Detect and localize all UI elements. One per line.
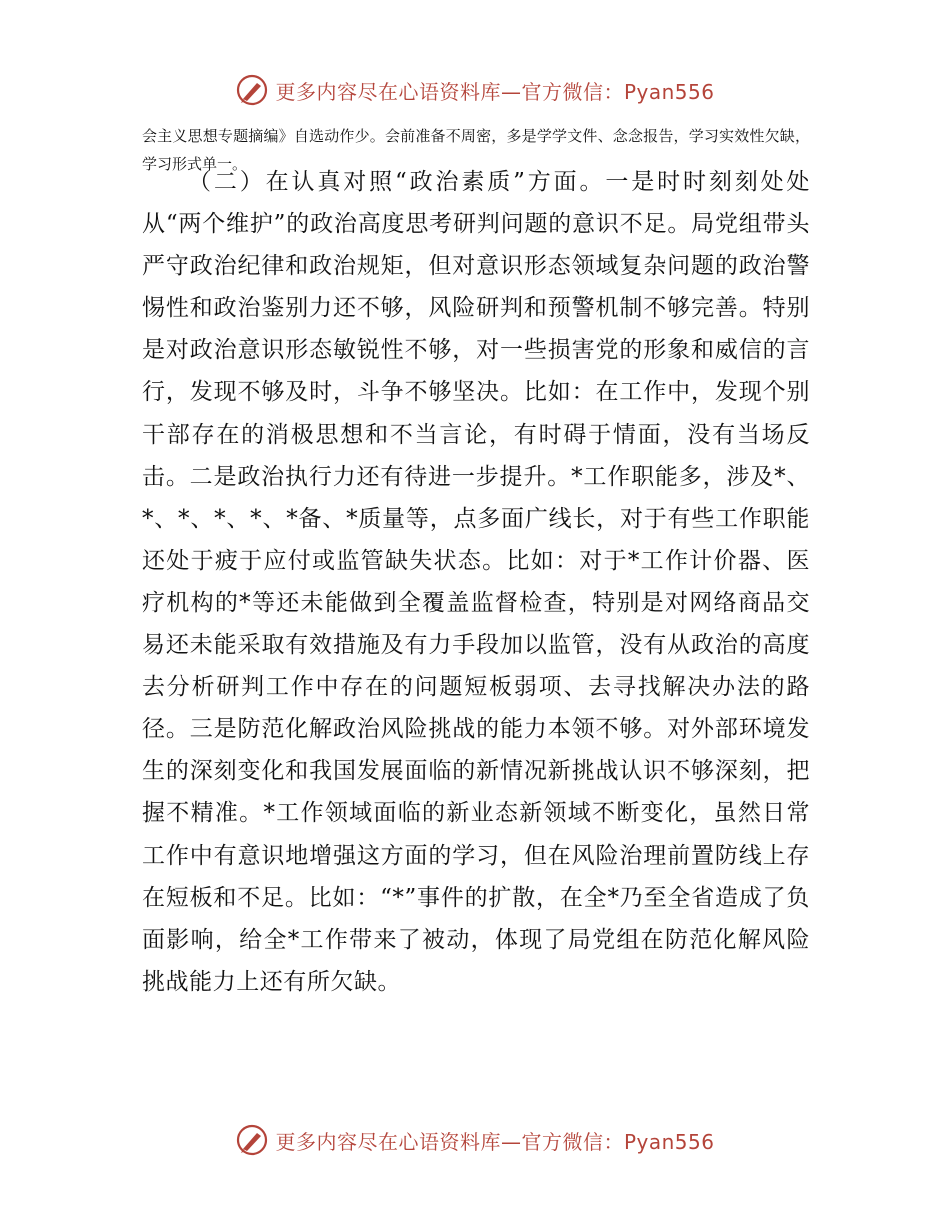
- watermark-header: [0, 70, 950, 110]
- pen-circle-logo-icon: [235, 1123, 269, 1157]
- pen-circle-logo-icon: [235, 73, 269, 107]
- lead-fragment: 会主义思想专题摘编》自选动作少。会前准备不周密，多是学学文件、念念报告，学习实效性欠缺，学习形式单一。: [142, 127, 810, 173]
- watermark-text: 更多内容尽在心语资料库—官方微信：Pyan556: [275, 79, 715, 104]
- body-paragraph: （二）在认真对照“政治素质”方面。一是时时刻刻处处从“两个维护”的政治高度思考研判问题的意识不足。局党组带头严守政治纪律和政治规矩，但对意识形态领域复杂问题的政治警惕性和政治鉴别力还不够，风险研判和预警机制不够完善。特别是对政治意识形态敏锐性不够，对一些损害党的形象和威信的言行，发现不够及时，斗争不够坚决。比如：在工作中，发现个别干部存在的消极思想和不当言论，有时碍于情面，没有当场反击。二是政治执行力还有待进一步提升。*工作职能多，涉及*、*、*、*、*、*备、*质量等，点多面广线长，对于有些工作职能还处于疲于应付或监管缺失状态。比如：对于*工作计价器、医疗机构的*等还未能做到全覆盖监督检查，特别是对网络商品交易还未能采取有效措施及有力手段加以监管，没有从政治的高度去分析研判工作中存在的问题短板弱项、去寻找解决办法的路径。三是防范化解政治风险挑战的能力本领不够。对外部环境发生的深刻变化和我国发展面临的新情况新挑战认识不够深刻，把握不精准。*工作领域面临的新业态新领域不断变化，虽然日常工作中有意识地增强这方面的学习，但在风险治理前置防线上存在短板和不足。比如：“*”事件的扩散，在全*乃至全省造成了负面影响，给全*工作带来了被动，体现了局党组在防范化解风险挑战能力上还有所欠缺。: [142, 169, 810, 995]
- watermark-text: 更多内容尽在心语资料库—官方微信：Pyan556: [275, 1129, 715, 1154]
- watermark-footer: [0, 1120, 950, 1160]
